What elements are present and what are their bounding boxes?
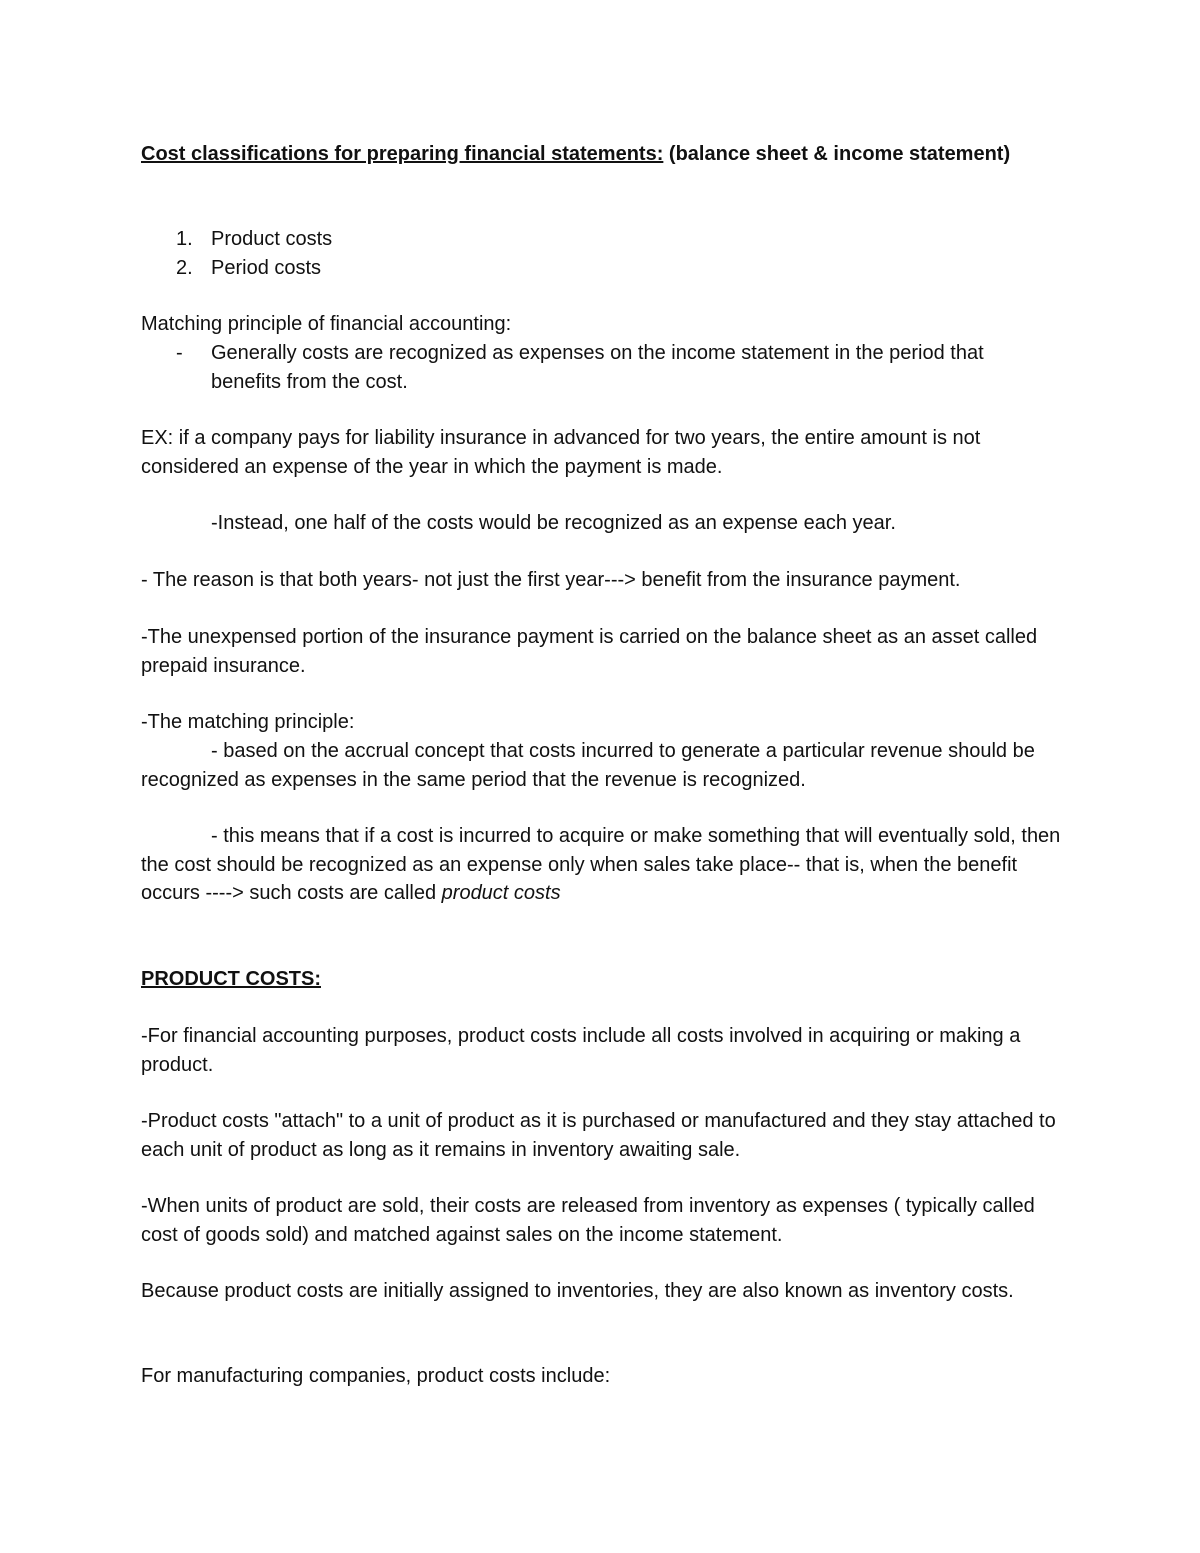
example-paragraph: EX: if a company pays for liability insurance in advanced for two years, the entire amount is not considered an expense of the year in which the payment is made. <box>141 427 981 478</box>
bullet-marker: - <box>176 342 183 364</box>
document-title <box>141 140 1071 169</box>
title-rest: balance sheet & income statement) <box>675 143 1011 165</box>
matching-bullet-text: Generally costs are recognized as expenses on the income statement in the period that benefits from the cost. <box>211 342 984 393</box>
product-costs-p3: -When units of product are sold, their costs are released from inventory as expenses ( typically called cost of goods sold) and matched against sales on the income statement. <box>141 1195 1035 1246</box>
title-paren: ( <box>663 143 676 165</box>
product-costs-heading: PRODUCT COSTS: <box>141 968 321 990</box>
list-item-product-costs: 1. Product costs <box>176 228 333 250</box>
product-costs-p5: For manufacturing companies, product costs include: <box>141 1365 611 1387</box>
unexpensed-paragraph: -The unexpensed portion of the insurance payment is carried on the balance sheet as an asset called prepaid insurance. <box>141 626 1038 677</box>
reason-paragraph: - The reason is that both years- not just the first year---> benefit from the insurance payment. <box>141 569 961 591</box>
accrual-paragraph: - based on the accrual concept that costs incurred to generate a particular revenue should be recognized as expenses in the same period that the revenue is recognized. <box>141 740 1035 791</box>
product-costs-p1: -For financial accounting purposes, product costs include all costs involved in acquiring or making a product. <box>141 1025 1021 1076</box>
matching-heading: Matching principle of financial accounting: <box>141 313 512 335</box>
matching-bullet <box>176 339 1056 396</box>
instead-paragraph: -Instead, one half of the costs would be recognized as an expense each year. <box>211 512 896 534</box>
title-underlined: Cost classifications for preparing financial statements: <box>141 143 664 165</box>
matching-principle-heading: -The matching principle: <box>141 711 355 733</box>
list-item-period-costs: 2. Period costs <box>176 257 322 279</box>
product-costs-p2: -Product costs "attach" to a unit of product as it is purchased or manufactured and they stay attached to each unit of product as long as it remains in inventory awaiting sale. <box>141 1110 1056 1161</box>
product-costs-definition-paragraph: - this means that if a cost is incurred to acquire or make something that will eventually sold, then the cost should be recognized as an expense only when sales take place-- that is, when the benefit occurs ----> such costs are called product costs <box>141 825 1061 904</box>
product-costs-term: product costs <box>441 882 561 904</box>
product-costs-p4: Because product costs are initially assigned to inventories, they are also known as inventory costs. <box>141 1280 1014 1302</box>
